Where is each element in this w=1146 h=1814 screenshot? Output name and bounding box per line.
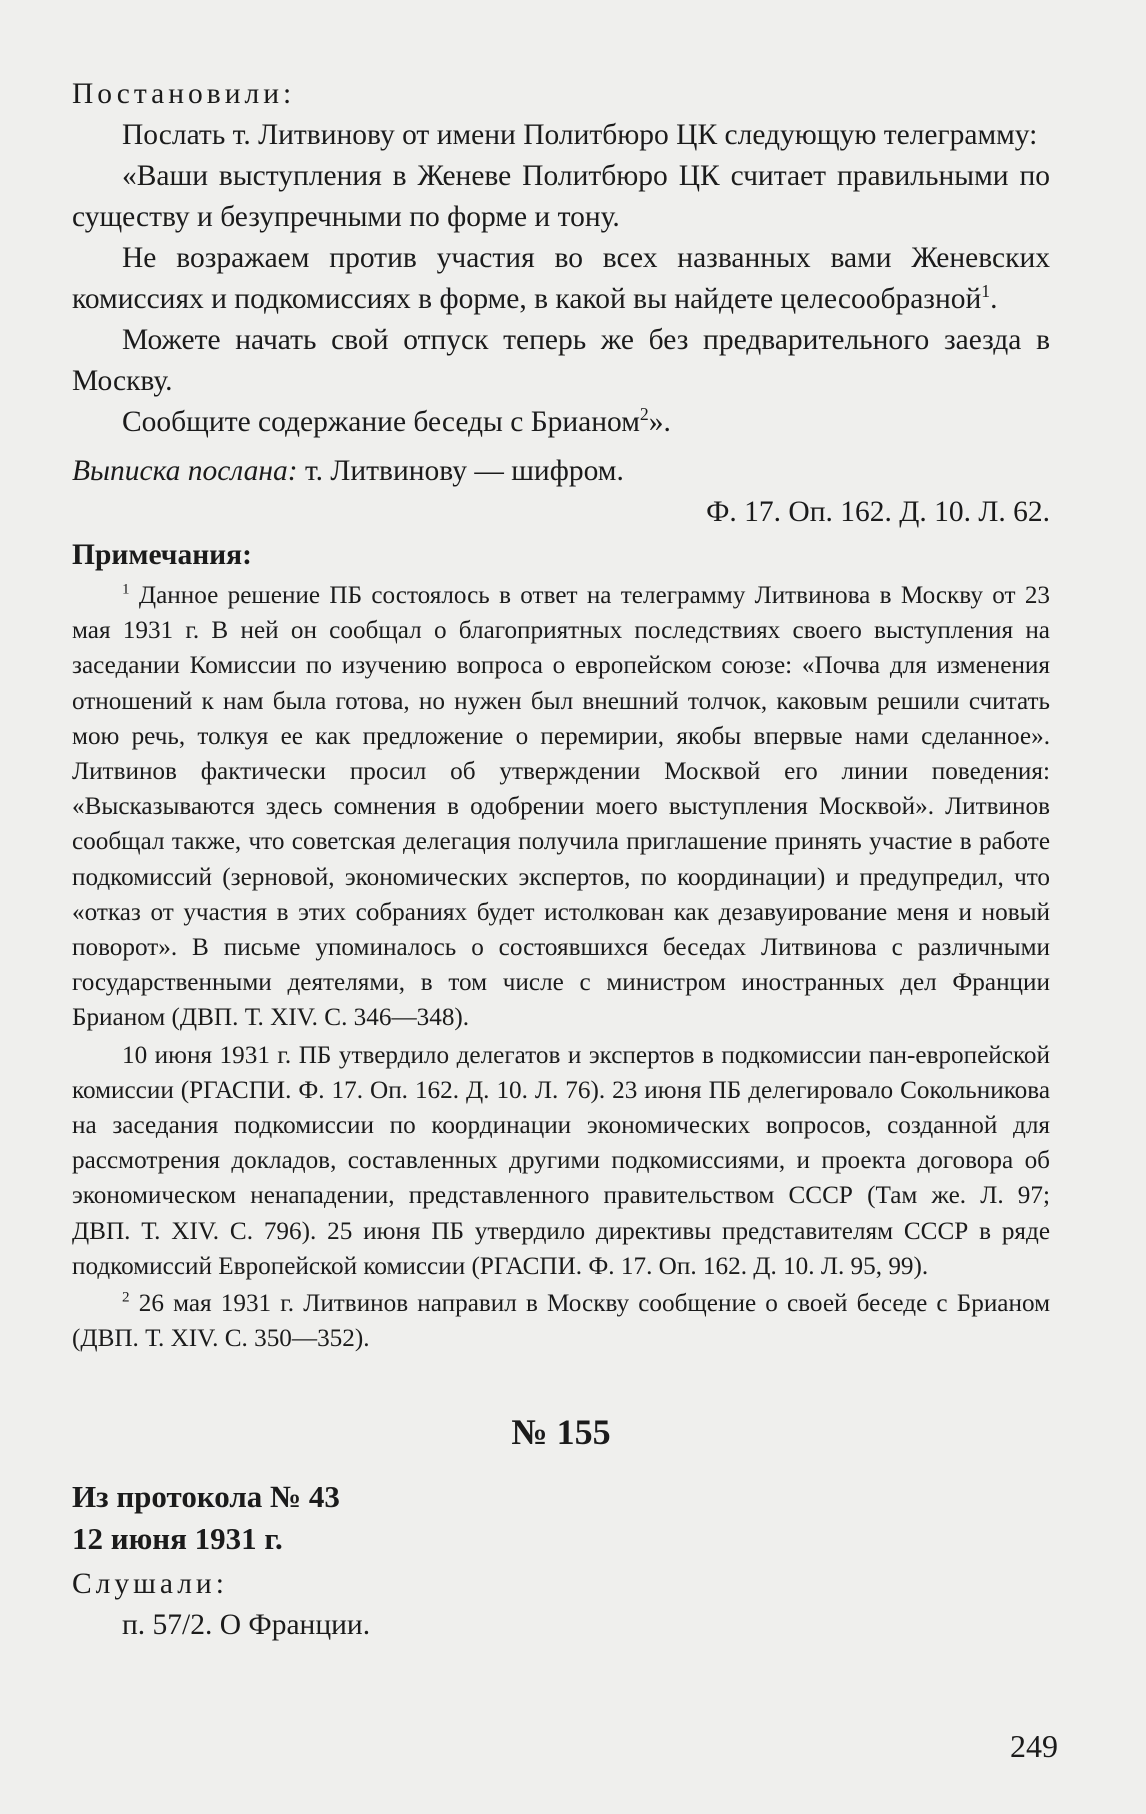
document-number: № 155 <box>511 1412 611 1453</box>
telegram-paragraph-2: Не возражаем против участия во всех названных вами Женевских комиссиях и подкомиссиях в форме, в какой вы найдете целесообразной$^1$. <box>72 242 1050 315</box>
resolution-paragraph: Послать т. Литвинову от имени Политбюро ЦК следующую телеграмму: <box>122 119 1038 151</box>
extract-label: Выписка послана: <box>72 455 298 487</box>
resolved-heading: Постановили: <box>72 78 296 110</box>
telegram-paragraph-4: Сообщите содержание беседы с Брианом$^2$». <box>122 404 671 438</box>
page-number: 249 <box>1010 1728 1058 1764</box>
footnote-1-continued: 10 июня 1931 г. ПБ утвердило делегатов и экспертов в подкомиссии пан-европейской комиссии (РГАСПИ. Ф. 17. Оп. 162. Д. 10. Л. 76). 23 июня ПБ делегировало Сокольникова на заседания подкомиссии по координации экономических вопросов, созданной для рассмотрения докладов, составленных другими подкомиссиями, и проекта договора об экономическом ненападении, представленного правительством СССР (Там же. Л. 97; ДВП. Т. XIV. С. 796). 25 июня ПБ утвердило директивы представителям СССР в ряде подкомиссий Европейской комиссии (РГАСПИ. Ф. 17. Оп. 162. Д. 10. Л. 95, 99). <box>72 1041 1050 1280</box>
footnote-1: $^1$ Данное решение ПБ состоялось в ответ на телеграмму Литвинова в Москву от 23 мая 1931 г. В ней он сообщал о благоприятных последствиях своего выступления на заседании Комиссии по изучению вопроса о европейском союзе: «Почва для изменения отношений к нам была готова, но нужен был внешний толчок, каковым решили считать мою речь, толкуя ее как предложение о перемирии, якобы впервые нами сделанное». Литвинов фактически просил об утверждении Москвой его линии поведения: «Высказываются здесь сомнения в одобрении моего выступления Москвой». Литвинов сообщал также, что советская делегация получила приглашение принять участие в работе подкомиссий (зерновой, экономических экспертов, по координации) и предупредил, что «отказ от участия в этих собраниях будет истолкован как дезавуирование меня и новый поворот». В письме упоминалось о состоявшихся беседах Литвинова с различными государственными деятелями, в том числе с министром иностранных дел Франции Брианом (ДВП. Т. XIV. С. 346—348). <box>72 581 1051 1032</box>
protocol-date: 12 июня 1931 г. <box>72 1521 283 1557</box>
footnote-ref-1: 1 <box>981 281 991 302</box>
heard-item: п. 57/2. О Франции. <box>122 1609 371 1642</box>
extract-line: Выписка послана: т. Литвинову — шифром. <box>72 455 624 487</box>
telegram-paragraph-1: «Ваши выступления в Женеве Политбюро ЦК считает правильными по существу и безупречными по форме и тону. <box>72 160 1050 233</box>
notes-heading: Примечания: <box>72 539 252 571</box>
heard-heading: Слушали: <box>72 1568 228 1601</box>
footnote-ref-2: 2 <box>639 404 649 425</box>
protocol-title: Из протокола № 43 <box>72 1479 340 1515</box>
telegram-paragraph-3: Можете начать свой отпуск теперь же без предварительного заезда в Москву. <box>72 324 1050 397</box>
footnote-2: $^2$ 26 мая 1931 г. Литвинов направил в Москву сообщение о своей беседе с Брианом (ДВП. Т. XIV. С. 350—352). <box>72 1289 1051 1353</box>
archive-reference: Ф. 17. Оп. 162. Д. 10. Л. 62. <box>706 496 1050 528</box>
